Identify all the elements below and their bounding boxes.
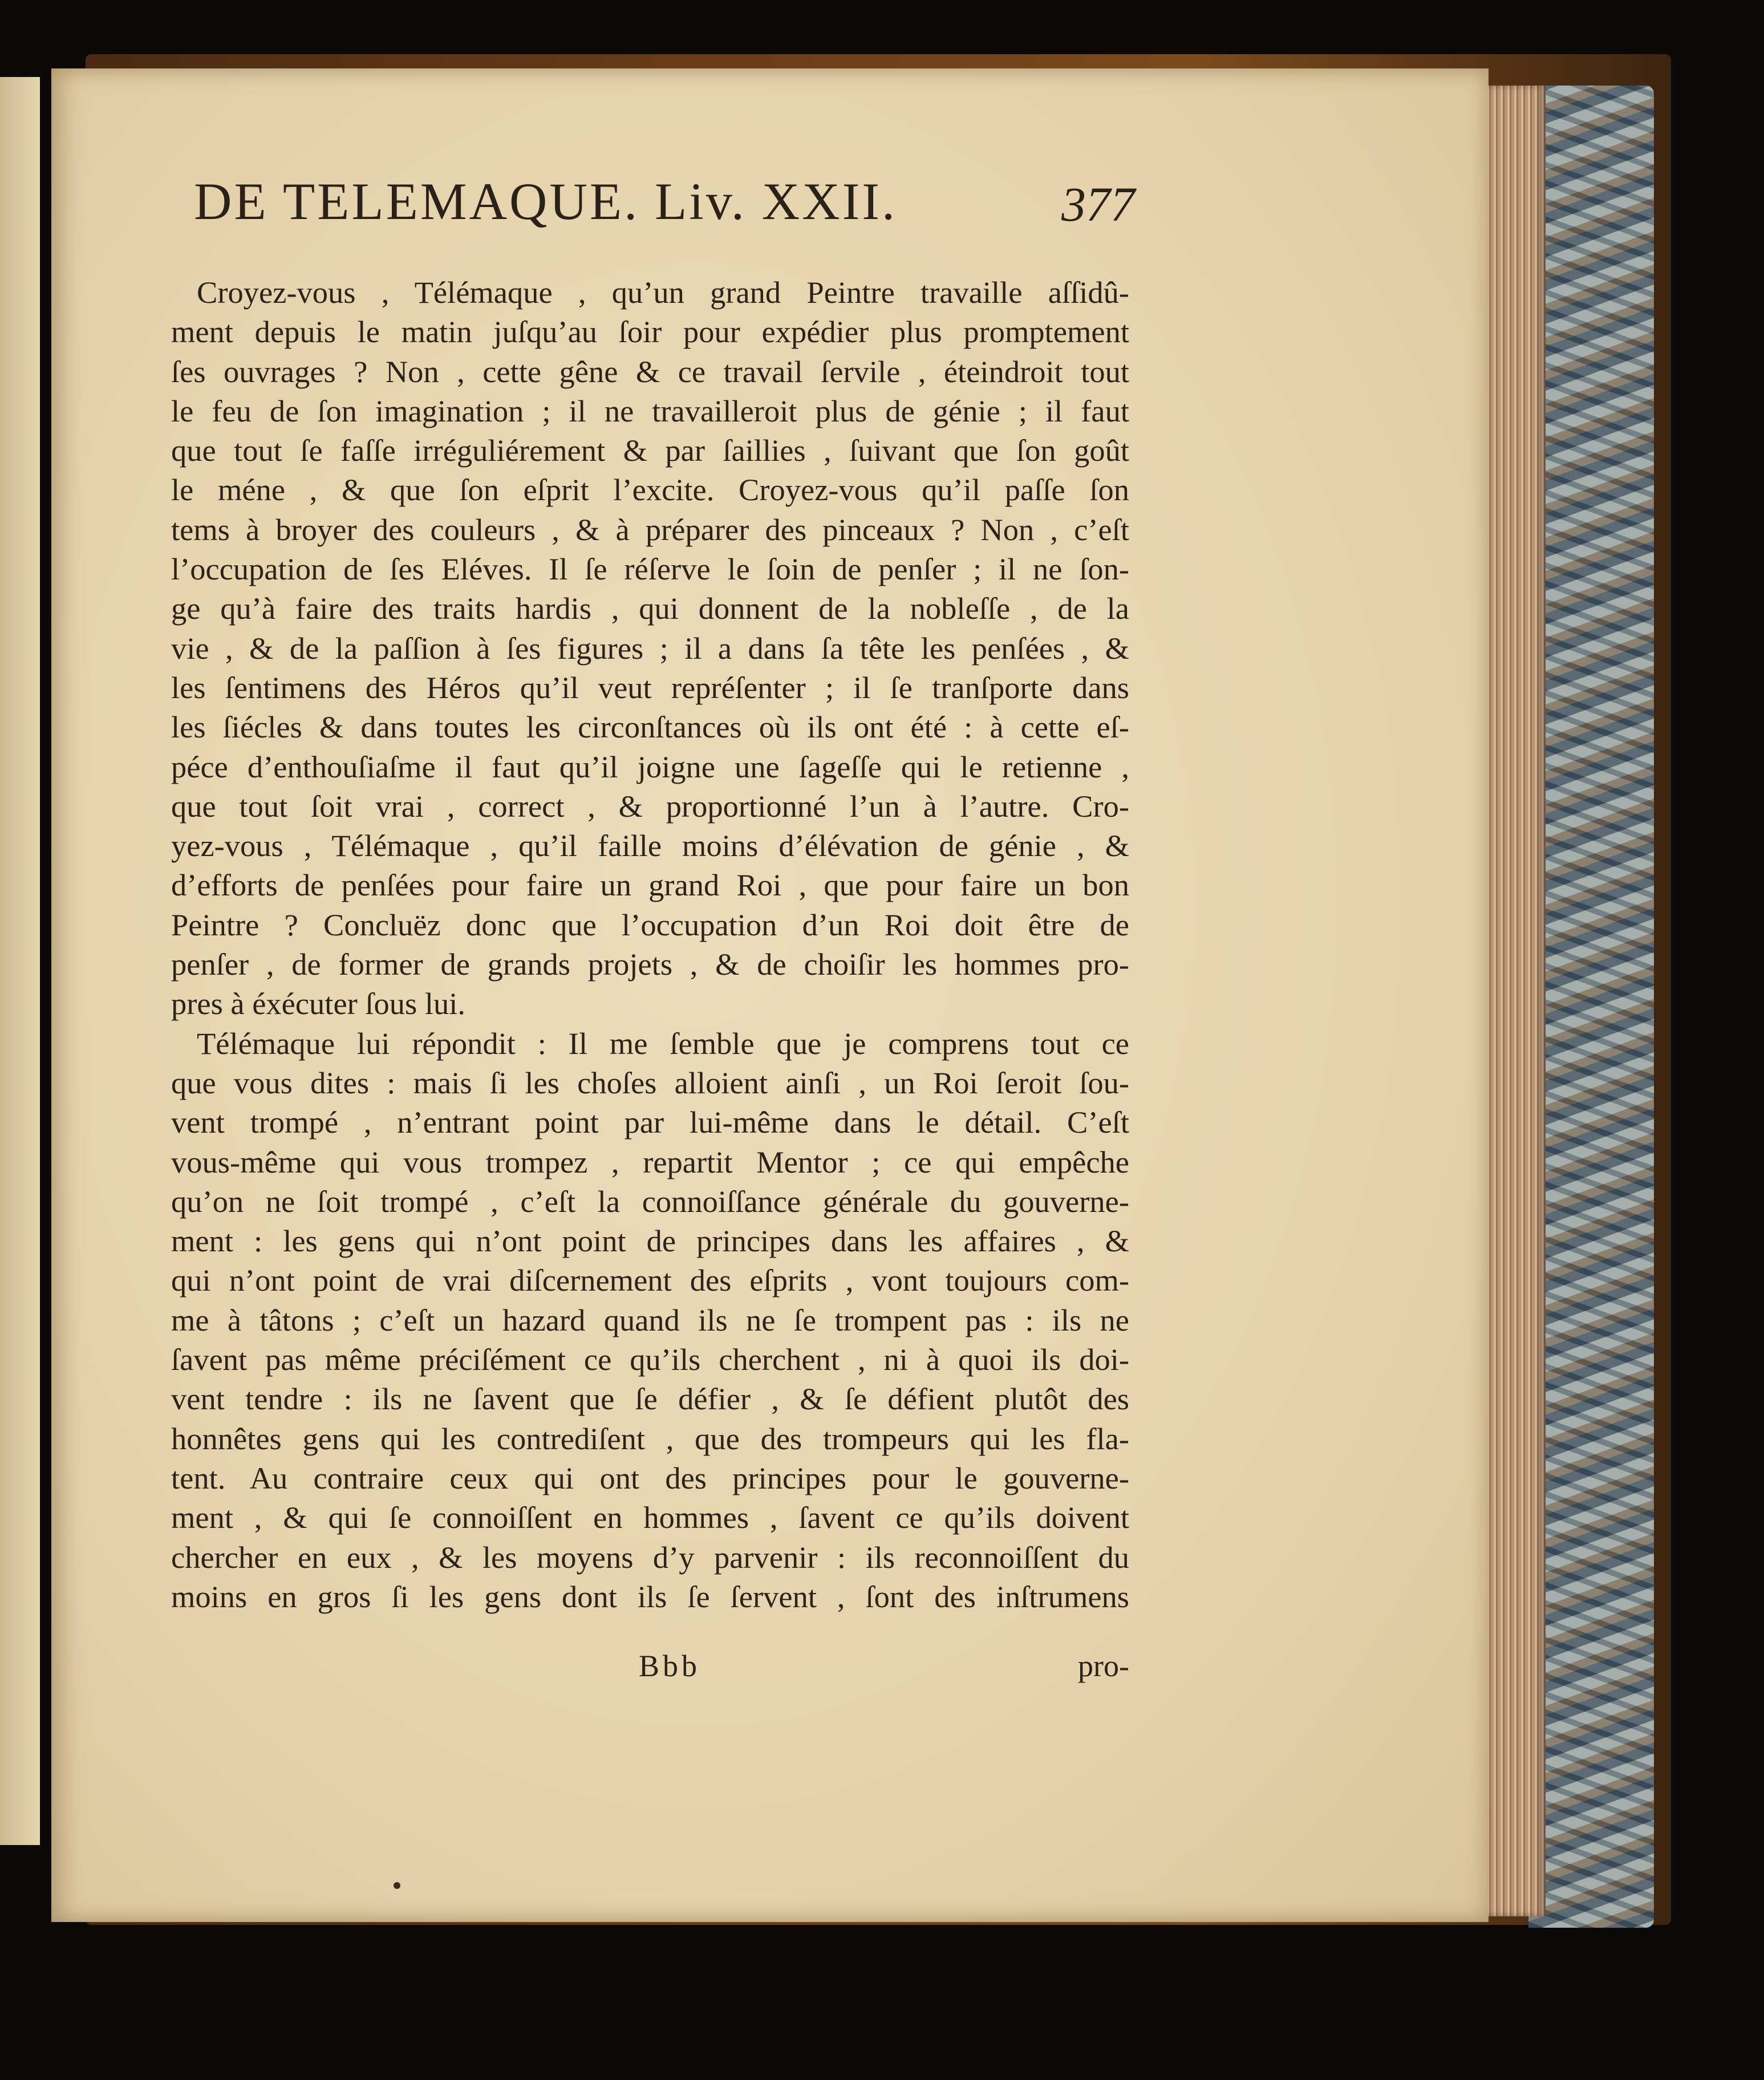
text-line: honnêtes gens qui les contrediſent , que des trompeurs qui les fla- xyxy=(171,1421,1129,1456)
text-line: péce d’enthouſiaſme il faut qu’il joigne une ſageſſe qui le retienne , xyxy=(171,749,1129,784)
text-line: Croyez-vous , Télémaque , qu’un grand Peintre travaille aſſidû- xyxy=(197,275,1129,310)
catchword: pro- xyxy=(1078,1649,1129,1683)
text-line: chercher en eux , & les moyens d’y parvenir : ils reconnoiſſent du xyxy=(171,1539,1129,1575)
page-number: 377 xyxy=(1061,177,1135,232)
text-line: que tout ſe faſſe irréguliérement & par ſaillies , ſuivant que ſon goût xyxy=(171,433,1129,468)
running-head xyxy=(194,171,1135,234)
text-line: qui n’ont point de vrai diſcernement des eſprits , vont toujours com- xyxy=(171,1263,1129,1298)
text-line: ment depuis le matin juſqu’au ſoir pour expédier plus promptement xyxy=(171,314,1129,350)
text-line: Télémaque lui répondit : Il me ſemble que je comprens tout ce xyxy=(197,1025,1129,1061)
text-line: moins en gros ſi les gens dont ils ſe ſervent , ſont des inſtrumens xyxy=(171,1579,1129,1614)
text-line: yez-vous , Télémaque , qu’il faille moins d’élévation de génie , & xyxy=(171,828,1129,863)
text-line: ge qu’à faire des traits hardis , qui donnent de la nobleſſe , de la xyxy=(171,591,1129,626)
ink-speck xyxy=(394,1882,400,1889)
text-line: me à tâtons ; c’eſt un hazard quand ils ne ſe trompent pas : ils ne xyxy=(171,1302,1129,1337)
facing-page-edge xyxy=(0,77,40,1845)
text-line: qu’on ne ſoit trompé , c’eſt la connoiſſance générale du gouverne- xyxy=(171,1183,1129,1219)
text-line: le méne , & que ſon eſprit l’excite. Croyez-vous qu’il paſſe ſon xyxy=(171,472,1129,508)
text-line: vous-même qui vous trompez , repartit Mentor ; ce qui empêche xyxy=(171,1144,1129,1179)
text-line: tems à broyer des couleurs , & à préparer des pinceaux ? Non , c’eſt xyxy=(171,512,1129,547)
text-line: d’efforts de penſées pour faire un grand Roi , que pour faire un bon xyxy=(171,867,1129,903)
text-line: vent trompé , n’entrant point par lui-même dans le détail. C’eſt xyxy=(171,1105,1129,1140)
text-line: ment : les gens qui n’ont point de principes dans les affaires , & xyxy=(171,1223,1129,1259)
text-line: penſer , de former de grands projets , & de choiſir les hommes pro- xyxy=(171,947,1129,982)
text-line: pres à éxécuter ſous lui. xyxy=(171,986,466,1021)
text-line: vie , & de la paſſion à ſes figures ; il a dans ſa tête les penſées , & xyxy=(171,630,1129,666)
text-line: tent. Au contraire ceux qui ont des principes pour le gouverne- xyxy=(171,1460,1129,1495)
text-line: que vous dites : mais ſi les choſes alloient ainſi , un Roi ſeroit ſou- xyxy=(171,1065,1129,1100)
body-text xyxy=(171,273,1129,1616)
signature-mark: Bbb xyxy=(639,1649,701,1683)
text-line: les ſiécles & dans toutes les circonſtances où ils ont été : à cette eſ- xyxy=(171,709,1129,745)
text-line: Peintre ? Concluëz donc que l’occupation d’un Roi doit être de xyxy=(171,907,1129,942)
text-line: les ſentimens des Héros qu’il veut repréſenter ; il ſe tranſporte dans xyxy=(171,670,1129,705)
page-footer xyxy=(171,1648,1129,1688)
text-line: que tout ſoit vrai , correct , & proportionné l’un à l’autre. Cro- xyxy=(171,788,1129,824)
text-line: ment , & qui ſe connoiſſent en hommes , ſavent ce qu’ils doivent xyxy=(171,1500,1129,1535)
text-line: vent tendre : ils ne ſavent que ſe défier , & ſe défient plutôt des xyxy=(171,1381,1129,1417)
text-line: ſes ouvrages ? Non , cette gêne & ce travail ſervile , éteindroit tout xyxy=(171,354,1129,389)
running-head-title: DE TELEMAQUE. Liv. XXII. xyxy=(194,172,898,230)
text-line: ſavent pas même préciſément ce qu’ils cherchent , ni à quoi ils doi- xyxy=(171,1342,1129,1377)
marbled-fore-edge xyxy=(1528,86,1654,1928)
text-line: l’occupation de ſes Eléves. Il ſe réſerve le ſoin de penſer ; il ne ſon- xyxy=(171,552,1129,587)
text-line: le feu de ſon imagination ; il ne travailleroit plus de génie ; il faut xyxy=(171,393,1129,428)
